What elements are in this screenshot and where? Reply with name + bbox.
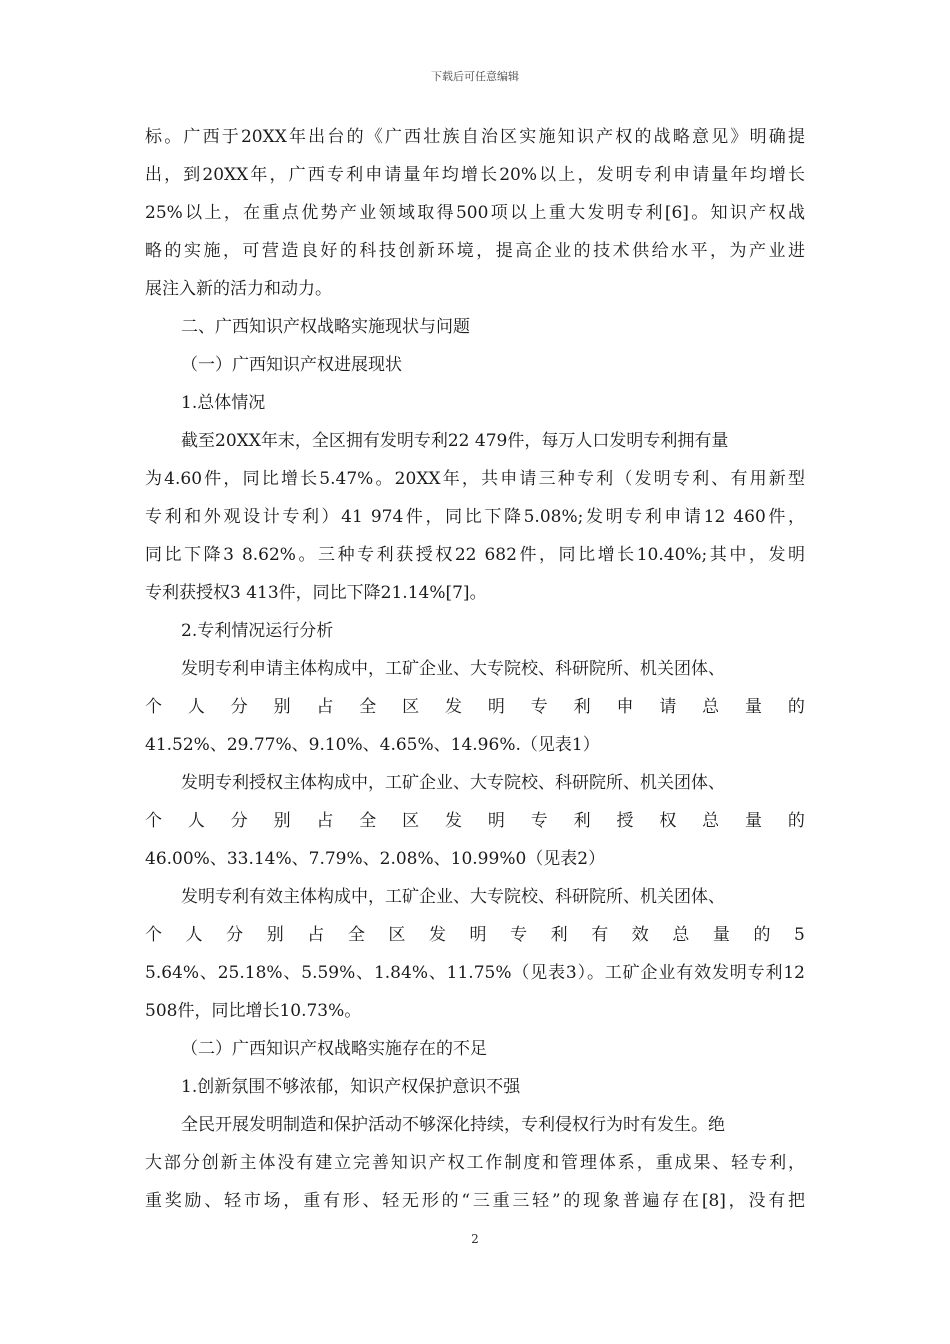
text-line: 标。广西于20XX年出台的《广西壮族自治区实施知识产权的战略意见》明确提 <box>145 127 805 147</box>
spread-char: 明 <box>487 697 505 717</box>
text-line-spread <box>145 688 805 726</box>
spread-char: 人 <box>187 811 205 831</box>
spread-char: 效 <box>631 925 649 945</box>
spread-char: 占 <box>316 697 334 717</box>
spread-char: 总 <box>672 925 690 945</box>
spread-char: 发 <box>445 811 463 831</box>
spread-char: 发 <box>428 925 446 945</box>
subsection-heading: （一）广西知识产权进展现状 <box>181 355 402 375</box>
text-line: 全民开展发明制造和保护活动不够深化持续，专利侵权行为时有发生。绝 <box>181 1115 725 1135</box>
spread-char: 个 <box>145 697 162 717</box>
text-line: 专利获授权3 413件，同比下降21.14%[7]。 <box>145 583 487 603</box>
spread-char: 人 <box>187 697 205 717</box>
spread-char: 占 <box>316 811 334 831</box>
text-line: 大部分创新主体没有建立完善知识产权工作制度和管理体系，重成果、轻专利， <box>145 1153 805 1173</box>
spread-char: 区 <box>402 811 420 831</box>
page-number: 2 <box>471 1232 479 1246</box>
spread-char: 人 <box>185 925 203 945</box>
spread-char: 请 <box>659 697 677 717</box>
text-line: 508件，同比增长10.73%。 <box>145 1001 362 1021</box>
text-line: 发明专利申请主体构成中，工矿企业、大专院校、科研院所、机关团体、 <box>181 659 725 679</box>
text-line: 5.64%、25.18%、5.59%、1.84%、11.75%（见表3）。工矿企业有效发明专利12 <box>145 963 805 983</box>
spread-char: 个 <box>145 925 162 945</box>
spread-char: 量 <box>745 697 763 717</box>
text-line-spread <box>145 916 805 954</box>
spread-char: 别 <box>273 811 291 831</box>
spread-char: 总 <box>702 811 720 831</box>
spread-char: 专 <box>510 925 528 945</box>
text-line: 略的实施，可营造良好的科技创新环境，提高企业的技术供给水平，为产业进 <box>145 241 805 261</box>
spread-char: 全 <box>359 811 377 831</box>
spread-char: 量 <box>712 925 730 945</box>
spread-char: 个 <box>145 811 162 831</box>
text-line: 为4.60件，同比增长5.47%。20XX年，共申请三种专利（发明专利、有用新型 <box>145 469 805 489</box>
text-line: 重奖励、轻市场，重有形、轻无形的“三重三轻”的现象普遍存在[8]，没有把 <box>145 1191 805 1211</box>
text-line: 发明专利授权主体构成中，工矿企业、大专院校、科研院所、机关团体、 <box>181 773 725 793</box>
item-heading: 2.专利情况运行分析 <box>181 621 334 641</box>
spread-char: 发 <box>445 697 463 717</box>
text-line: 25%以上，在重点优势产业领域取得500项以上重大发明专利[6]。知识产权战 <box>145 203 805 223</box>
text-line: 46.00%、33.14%、7.79%、2.08%、10.99%0（见表2） <box>145 849 606 869</box>
spread-char: 明 <box>469 925 487 945</box>
section-heading: 二、广西知识产权战略实施现状与问题 <box>181 317 470 337</box>
spread-char: 量 <box>745 811 763 831</box>
spread-char: 别 <box>273 697 291 717</box>
spread-char: 全 <box>359 697 377 717</box>
spread-char: 的 <box>787 697 805 717</box>
spread-char: 总 <box>702 697 720 717</box>
spread-char: 分 <box>226 925 244 945</box>
spread-char: 专 <box>530 811 548 831</box>
spread-char: 专 <box>530 697 548 717</box>
spread-char: 有 <box>591 925 609 945</box>
spread-char: 占 <box>307 925 325 945</box>
text-line: 专利和外观设计专利）41 974件，同比下降5.08%;发明专利申请12 460件， <box>145 507 805 527</box>
spread-char: 区 <box>388 925 406 945</box>
spread-char: 授 <box>616 811 634 831</box>
spread-char: 分 <box>230 697 248 717</box>
text-line: 同比下降3 8.62%。三种专利获授权22 682件，同比增长10.40%;其中，发明 <box>145 545 805 565</box>
item-heading: 1.创新氛围不够浓郁，知识产权保护意识不强 <box>181 1077 521 1097</box>
text-line: 发明专利有效主体构成中，工矿企业、大专院校、科研院所、机关团体、 <box>181 887 725 907</box>
item-heading: 1.总体情况 <box>181 393 266 413</box>
spread-char: 全 <box>347 925 365 945</box>
spread-char: 申 <box>616 697 634 717</box>
spread-char: 利 <box>550 925 568 945</box>
spread-char: 明 <box>487 811 505 831</box>
spread-char: 利 <box>573 811 591 831</box>
spread-char: 别 <box>266 925 284 945</box>
text-line: 截至20XX年末，全区拥有发明专利22 479件，每万人口发明专利拥有量 <box>181 431 729 451</box>
spread-char: 分 <box>230 811 248 831</box>
text-line: 41.52%、29.77%、9.10%、4.65%、14.96%.（见表1） <box>145 735 600 755</box>
text-line-spread <box>145 802 805 840</box>
text-line: 出，到20XX年，广西专利申请量年均增长20%以上，发明专利申请量年均增长 <box>145 165 805 185</box>
spread-char: 5 <box>794 925 805 945</box>
subsection-heading: （二）广西知识产权战略实施存在的不足 <box>181 1039 487 1059</box>
spread-char: 利 <box>573 697 591 717</box>
spread-char: 的 <box>787 811 805 831</box>
spread-char: 权 <box>659 811 677 831</box>
page-header: 下载后可任意编辑 <box>431 70 519 83</box>
spread-char: 区 <box>402 697 420 717</box>
text-line: 展注入新的活力和动力。 <box>145 279 332 299</box>
spread-char: 的 <box>753 925 771 945</box>
document-body <box>145 118 805 1220</box>
